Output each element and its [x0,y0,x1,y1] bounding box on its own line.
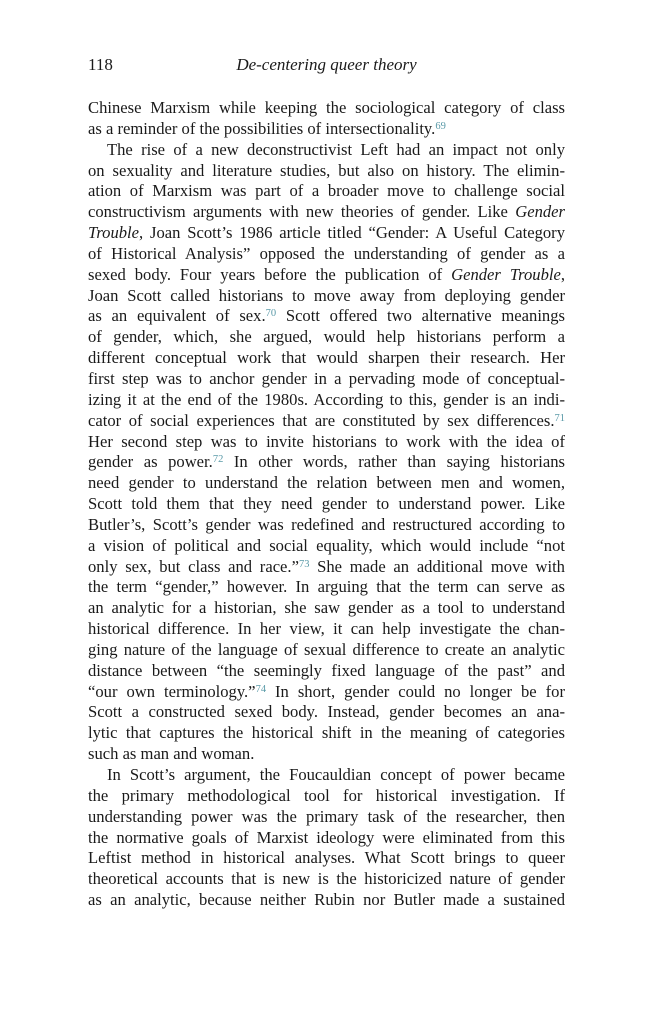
text-line [88,807,565,828]
text-line [88,682,565,703]
text-segment: understanding power was the primary task of the researcher, then [88,806,565,826]
text-segment: ation of Marxism was part of a broader move to challenge social [88,181,565,201]
footnote-ref[interactable]: 73 [298,558,310,570]
text-line [88,369,565,390]
text-line [88,723,565,744]
text-segment: ging nature of the language of sexual difference to create an analytic [88,639,565,659]
text-segment: theoretical accounts that is new is the historicized nature of gender [88,869,565,889]
text-line [88,223,565,244]
text-segment: as an equivalent of sex. [88,306,266,326]
text-line [88,140,565,161]
text-line [88,244,565,265]
text-segment: , [560,264,565,284]
text-segment: , Joan Scott’s 1986 article titled “Gender: A Useful Category [139,223,565,243]
text-segment: as a reminder of the possibilities of intersectionality. [88,118,436,138]
body-text [88,98,565,911]
text-line [88,432,565,453]
text-segment: In Scott’s argument, the Foucauldian concept of power became [107,765,565,784]
text-line [88,306,565,327]
text-segment: Her second step was to invite historians to work with the idea of [88,431,565,451]
text-line [88,452,565,473]
text-line [88,661,565,682]
text-line [88,536,565,557]
text-segment: cator of social experiences that are constituted by sex differences. [88,410,555,430]
text-segment: on sexuality and literature studies, but also on history. The elimin- [88,160,565,180]
text-line [88,119,565,140]
text-line [88,265,565,286]
text-line [88,828,565,849]
text-segment: different conceptual work that would sharpen their research. Her [88,348,565,368]
text-line [88,786,565,807]
italic-title: Gender Trouble [451,264,561,284]
text-line [88,348,565,369]
text-segment: the term “gender,” however. In arguing that the term can serve as [88,577,565,597]
text-line [88,640,565,661]
text-segment: an analytic for a historian, she saw gender as a tool to understand [88,598,565,618]
text-line [88,202,565,223]
text-line [88,390,565,411]
text-line [88,598,565,619]
text-segment: sexed body. Four years before the publication of [88,264,452,284]
text-segment: Butler’s, Scott’s gender was redefined and restructured according to [88,514,565,534]
text-segment: only sex, but class and race.” [88,556,299,576]
text-line [88,744,565,765]
text-segment: such as man and woman. [88,744,255,764]
text-line [88,557,565,578]
text-segment: the normative goals of Marxist ideology were eliminated from this [88,827,565,847]
text-segment: Joan Scott called historians to move away from deploying gender [88,285,565,305]
text-line [88,869,565,890]
italic-title: Trouble [88,223,140,243]
page-number: 118 [88,55,113,74]
text-segment: In short, gender could no longer be for [266,681,565,701]
text-segment: distance between “the seemingly fixed language of the past” and [88,660,565,680]
text-segment: Scott told them that they need gender to understand power. Like [88,494,565,514]
text-line [88,161,565,182]
text-segment: historical difference. In her view, it can help investigate the chan- [88,619,565,639]
text-line [88,515,565,536]
italic-title: Gender [515,202,565,222]
text-line [88,890,565,911]
text-segment: Chinese Marxism while keeping the sociological category of class [88,98,565,117]
footnote-ref[interactable]: 70 [265,308,277,320]
footnote-ref[interactable]: 74 [255,683,267,695]
text-segment: gender as power. [88,452,213,472]
text-line [88,577,565,598]
text-segment: Leftist method in historical analyses. What Scott brings to queer [88,848,565,868]
text-segment: izing it at the end of the 1980s. According to this, gender is an indi- [88,389,565,409]
text-segment: She made an additional move with [309,556,565,576]
footnote-ref[interactable]: 69 [435,120,446,132]
text-segment: the primary methodological tool for historical investigation. If [88,785,565,805]
text-line [88,286,565,307]
text-line [88,702,565,723]
text-segment: as an analytic, because neither Rubin nor Butler made a sustained [88,890,565,910]
footnote-ref[interactable]: 72 [212,454,224,466]
text-line [88,327,565,348]
text-line [88,494,565,515]
text-segment: need gender to understand the relation between men and women, [88,473,565,493]
text-line [88,411,565,432]
page-header [88,55,565,79]
text-segment: first step was to anchor gender in a pervading mode of conceptual- [88,368,565,388]
text-segment: “our own terminology.” [88,681,256,701]
text-line [88,473,565,494]
text-segment: lytic that captures the historical shift in the meaning of categories [88,723,565,743]
text-line [88,181,565,202]
text-segment: Scott a constructed sexed body. Instead, gender becomes an ana- [88,702,565,722]
text-line [88,619,565,640]
text-segment: of gender, which, she argued, would help historians perform a [88,327,565,347]
text-line [88,98,565,119]
text-segment: a vision of political and social equality, which would include “not [88,535,565,555]
text-line [88,765,565,786]
text-line [88,848,565,869]
text-segment: Scott offered two alternative meanings [276,306,565,326]
text-segment: The rise of a new deconstructivist Left had an impact not only [107,139,565,159]
text-segment: of Historical Analysis” opposed the understanding of gender as a [88,243,565,263]
footnote-ref[interactable]: 71 [554,412,565,424]
text-segment: In other words, rather than saying historians [223,452,565,472]
running-title: De-centering queer theory [236,55,417,74]
text-segment: constructivism arguments with new theories of gender. Like [88,202,516,222]
